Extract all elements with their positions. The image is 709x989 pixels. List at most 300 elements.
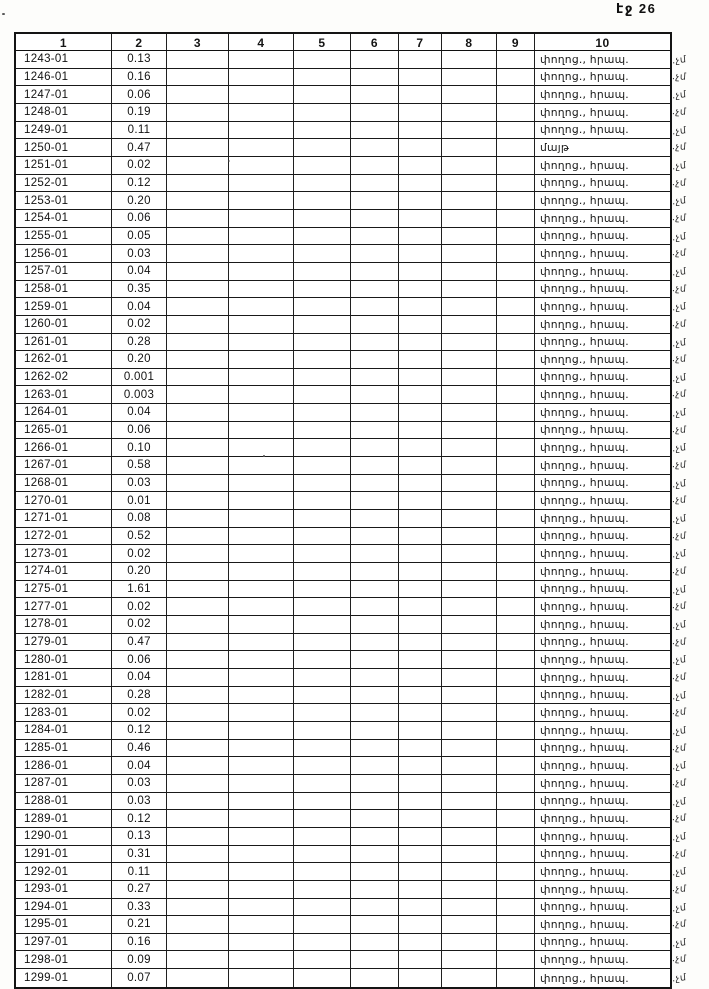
cell-empty	[399, 969, 442, 987]
cell-empty	[294, 404, 351, 421]
cell-value: 0.06	[112, 422, 167, 439]
cell-empty	[229, 263, 294, 280]
table-row	[16, 757, 670, 775]
header-cell-10: 10	[595, 35, 610, 50]
cell-empty	[351, 951, 399, 968]
cell-empty	[351, 298, 399, 315]
margin-note: .չմ	[671, 195, 687, 209]
table-row	[16, 263, 670, 281]
margin-note: .չմ	[671, 866, 687, 879]
cell-empty	[229, 616, 294, 633]
cell-note: փողոց., հրապ.	[540, 282, 629, 296]
cell-empty	[399, 528, 442, 545]
header-cell-4: 4	[229, 34, 294, 50]
cell-empty	[497, 510, 535, 527]
margin-note: .չմ	[671, 372, 687, 385]
cell-empty	[294, 139, 351, 156]
cell-empty	[229, 439, 294, 456]
cell-empty	[442, 86, 497, 103]
cell-empty	[294, 298, 351, 315]
table-row	[16, 369, 670, 387]
cell-note: փողոց., հրապ.	[540, 176, 629, 190]
header-cell-9: 9	[497, 34, 535, 50]
cell-note: մայթ	[540, 140, 570, 154]
cell-empty	[497, 951, 535, 968]
cell-empty	[399, 386, 442, 403]
cell-empty	[294, 545, 351, 562]
cell-note: փողոց., հրապ.	[540, 511, 629, 525]
cell-empty	[294, 157, 351, 174]
table-row	[16, 899, 670, 917]
cell-empty	[399, 475, 442, 492]
cell-empty	[497, 175, 535, 192]
cell-note: փողոց., հրապ.	[540, 935, 629, 949]
cell-empty	[442, 581, 497, 598]
cell-code: 1284-01	[16, 722, 112, 739]
cell-empty	[442, 916, 497, 933]
cell-code: 1264-01	[16, 404, 112, 421]
table-row	[16, 386, 670, 404]
margin-note: .չմ	[671, 282, 687, 295]
cell-empty	[442, 951, 497, 968]
cell-empty	[351, 863, 399, 880]
cell-empty	[497, 528, 535, 545]
cell-empty	[442, 740, 497, 757]
table-row	[16, 316, 670, 334]
cell-empty	[167, 581, 229, 598]
cell-empty	[497, 281, 535, 298]
cell-empty	[351, 104, 399, 121]
cell-empty	[442, 351, 497, 368]
cell-empty	[351, 704, 399, 721]
cell-empty	[294, 757, 351, 774]
cell-empty	[229, 951, 294, 968]
cell-empty	[351, 334, 399, 351]
cell-note: փողոց., հրապ.	[540, 635, 629, 649]
cell-empty	[351, 669, 399, 686]
cell-note: փողոց., հրապ.	[540, 864, 629, 878]
cell-value: 0.01	[112, 492, 167, 509]
table-row	[16, 598, 670, 616]
cell-empty	[229, 492, 294, 509]
cell-value: 0.20	[112, 351, 167, 368]
cell-empty	[399, 192, 442, 209]
table-body	[16, 51, 670, 987]
cell-empty	[229, 899, 294, 916]
cell-empty	[351, 245, 399, 262]
cell-empty	[399, 492, 442, 509]
cell-empty	[229, 245, 294, 262]
cell-empty	[351, 404, 399, 421]
cell-note: փողոց., հրապ.	[540, 900, 629, 914]
cell-empty	[351, 616, 399, 633]
cell-empty	[399, 793, 442, 810]
margin-note: .չմ	[671, 725, 687, 738]
cell-value: 0.04	[112, 404, 167, 421]
cell-empty	[399, 228, 442, 245]
cell-empty	[294, 899, 351, 916]
cell-empty	[399, 334, 442, 351]
cell-empty	[497, 651, 535, 668]
cell-empty	[167, 634, 229, 651]
cell-empty	[167, 545, 229, 562]
cell-empty	[229, 157, 294, 174]
cell-empty	[351, 139, 399, 156]
cell-empty	[229, 386, 294, 403]
margin-note: .չմ	[671, 548, 687, 562]
cell-empty	[351, 969, 399, 987]
cell-empty	[351, 775, 399, 792]
cell-empty	[294, 740, 351, 757]
margin-note: .չմ	[671, 902, 687, 915]
cell-value: 0.09	[112, 951, 167, 968]
cell-empty	[399, 51, 442, 68]
table-row	[16, 669, 670, 687]
margin-note: .չմ	[671, 247, 687, 260]
cell-empty	[442, 510, 497, 527]
cell-value: 0.04	[112, 263, 167, 280]
cell-value: 0.04	[112, 298, 167, 315]
cell-empty	[294, 192, 351, 209]
cell-note: փողոց., հրապ.	[540, 723, 629, 737]
cell-empty	[497, 757, 535, 774]
table-row	[16, 775, 670, 793]
cell-empty	[167, 775, 229, 792]
margin-note: .չմ	[671, 883, 687, 896]
cell-empty	[229, 704, 294, 721]
cell-empty	[442, 528, 497, 545]
cell-empty	[399, 369, 442, 386]
cell-empty	[167, 934, 229, 951]
cell-empty	[442, 51, 497, 68]
cell-empty	[167, 51, 229, 68]
cell-empty	[351, 210, 399, 227]
header-cell-5: 5	[294, 34, 351, 50]
cell-empty	[399, 439, 442, 456]
cell-code: 1280-01	[16, 651, 112, 668]
cell-empty	[229, 863, 294, 880]
cell-empty	[294, 563, 351, 580]
cell-empty	[167, 899, 229, 916]
table-row	[16, 157, 670, 175]
cell-empty	[167, 351, 229, 368]
cell-empty	[167, 757, 229, 774]
cell-empty	[497, 899, 535, 916]
cell-empty	[399, 757, 442, 774]
cell-empty	[497, 775, 535, 792]
cell-empty	[442, 210, 497, 227]
cell-empty	[399, 86, 442, 103]
cell-code: 1254-01	[16, 210, 112, 227]
cell-empty	[351, 439, 399, 456]
cell-empty	[442, 139, 497, 156]
cell-empty	[294, 951, 351, 968]
cell-note: փողոց., հրապ.	[540, 87, 629, 101]
cell-empty	[294, 316, 351, 333]
cell-empty	[167, 228, 229, 245]
table-row	[16, 457, 670, 475]
table-row	[16, 793, 670, 811]
cell-empty	[229, 687, 294, 704]
cell-empty	[167, 598, 229, 615]
table-row	[16, 139, 670, 157]
cell-empty	[399, 598, 442, 615]
cell-empty	[351, 881, 399, 898]
cell-empty	[399, 245, 442, 262]
cell-empty	[294, 369, 351, 386]
table-row	[16, 439, 670, 457]
cell-empty	[294, 793, 351, 810]
cell-empty	[351, 510, 399, 527]
cell-empty	[294, 863, 351, 880]
cell-note: փողոց., հրապ.	[540, 246, 629, 260]
cell-value: 0.12	[112, 722, 167, 739]
cell-code: 1249-01	[16, 122, 112, 139]
cell-empty	[351, 563, 399, 580]
cell-value: 0.05	[112, 228, 167, 245]
cell-empty	[294, 175, 351, 192]
cell-empty	[294, 634, 351, 651]
table-row	[16, 281, 670, 299]
cell-empty	[399, 104, 442, 121]
cell-empty	[442, 69, 497, 86]
cell-empty	[167, 669, 229, 686]
margin-note: .չմ	[671, 160, 687, 173]
cell-empty	[229, 528, 294, 545]
cell-empty	[497, 457, 535, 474]
cell-empty	[294, 69, 351, 86]
cell-empty	[442, 192, 497, 209]
cell-empty	[294, 722, 351, 739]
cell-note: փողոց., հրապ.	[540, 600, 629, 613]
cell-empty	[497, 139, 535, 156]
cell-value: 0.21	[112, 916, 167, 933]
cell-empty	[229, 722, 294, 739]
cell-value: 0.08	[112, 510, 167, 527]
cell-empty	[229, 828, 294, 845]
cell-code: 1270-01	[16, 492, 112, 509]
cell-empty	[442, 669, 497, 686]
cell-code: 1299-01	[16, 969, 112, 987]
cell-empty	[167, 122, 229, 139]
margin-note: .չմ	[671, 388, 687, 401]
cell-empty	[294, 969, 351, 987]
cell-empty	[497, 334, 535, 351]
cell-value: 0.20	[112, 563, 167, 580]
cell-empty	[167, 386, 229, 403]
cell-empty	[167, 475, 229, 492]
cell-empty	[442, 386, 497, 403]
cell-empty	[497, 439, 535, 456]
cell-empty	[351, 228, 399, 245]
table-row	[16, 122, 670, 140]
cell-empty	[442, 316, 497, 333]
cell-code: 1272-01	[16, 528, 112, 545]
cell-empty	[167, 704, 229, 721]
cell-value: 0.02	[112, 598, 167, 615]
cell-note: փողոց., հրապ.	[540, 193, 629, 207]
cell-empty	[497, 386, 535, 403]
cell-value: 0.03	[112, 793, 167, 810]
table-row	[16, 634, 670, 652]
cell-empty	[399, 669, 442, 686]
cell-empty	[442, 263, 497, 280]
cell-code: 1294-01	[16, 899, 112, 916]
margin-note: .չմ	[671, 54, 687, 67]
cell-empty	[442, 369, 497, 386]
cell-code: 1267-01	[16, 457, 112, 474]
cell-empty	[167, 369, 229, 386]
cell-empty	[294, 422, 351, 439]
cell-note: փողոց., հրապ.	[540, 971, 629, 985]
page-number-label: էջ 26	[616, 1, 657, 16]
cell-empty	[442, 492, 497, 509]
cell-code: 1255-01	[16, 228, 112, 245]
cell-note: փողոց., հրապ.	[540, 652, 629, 666]
cell-empty	[442, 775, 497, 792]
cell-empty	[351, 528, 399, 545]
cell-empty	[294, 386, 351, 403]
cell-empty	[442, 969, 497, 987]
cell-empty	[167, 245, 229, 262]
cell-code: 1298-01	[16, 951, 112, 968]
margin-note: .չմ	[671, 301, 687, 314]
cell-empty	[497, 669, 535, 686]
cell-note: փողոց., հրապ.	[540, 582, 629, 596]
cell-code: 1290-01	[16, 828, 112, 845]
cell-code: 1285-01	[16, 740, 112, 757]
cell-empty	[229, 916, 294, 933]
cell-note: փողոց., հրապ.	[540, 229, 629, 243]
cell-empty	[399, 563, 442, 580]
cell-value: 0.16	[112, 934, 167, 951]
cell-empty	[167, 846, 229, 863]
cell-code: 1253-01	[16, 192, 112, 209]
cell-empty	[442, 634, 497, 651]
cell-empty	[497, 122, 535, 139]
cell-empty	[497, 475, 535, 492]
margin-note: .չմ	[671, 742, 687, 754]
table-row	[16, 722, 670, 740]
cell-empty	[351, 934, 399, 951]
cell-empty	[167, 651, 229, 668]
cell-value: 0.27	[112, 881, 167, 898]
cell-empty	[294, 439, 351, 456]
cell-empty	[229, 881, 294, 898]
table-row	[16, 951, 670, 969]
cell-empty	[399, 951, 442, 968]
cell-code: 1259-01	[16, 298, 112, 315]
cell-empty	[351, 722, 399, 739]
cell-empty	[229, 934, 294, 951]
cell-empty	[442, 439, 497, 456]
cell-code: 1282-01	[16, 687, 112, 704]
cell-empty	[399, 881, 442, 898]
cell-empty	[497, 722, 535, 739]
table-row	[16, 934, 670, 952]
header-cell-7: 7	[399, 34, 442, 50]
margin-note: .չմ	[671, 106, 687, 119]
cell-empty	[497, 86, 535, 103]
margin-note: .չմ	[671, 424, 687, 436]
cell-code: 1258-01	[16, 281, 112, 298]
cell-value: 0.16	[112, 69, 167, 86]
margin-note: .չմ	[671, 478, 687, 491]
cell-empty	[229, 581, 294, 598]
cell-code: 1281-01	[16, 669, 112, 686]
table-row	[16, 563, 670, 581]
cell-empty	[229, 510, 294, 527]
cell-code: 1289-01	[16, 810, 112, 827]
margin-note: .չմ	[671, 831, 687, 844]
cell-code: 1288-01	[16, 793, 112, 810]
cell-empty	[442, 828, 497, 845]
cell-empty	[399, 263, 442, 280]
margin-note: .չմ	[671, 266, 687, 279]
cell-empty	[442, 934, 497, 951]
cell-empty	[497, 704, 535, 721]
cell-value: 0.04	[112, 669, 167, 686]
margin-note: .չմ	[671, 353, 687, 366]
cell-value: 0.12	[112, 810, 167, 827]
cell-empty	[497, 969, 535, 987]
cell-empty	[497, 740, 535, 757]
cell-empty	[399, 616, 442, 633]
cell-empty	[229, 69, 294, 86]
header-cell-1: 1	[16, 34, 112, 50]
cell-empty	[351, 899, 399, 916]
cell-code: 1243-01	[16, 51, 112, 68]
cell-empty	[351, 86, 399, 103]
cell-empty	[399, 545, 442, 562]
cell-empty	[442, 616, 497, 633]
cell-empty	[229, 192, 294, 209]
margin-note: .չմ	[671, 671, 687, 684]
cell-empty	[167, 722, 229, 739]
cell-code: 1262-02	[16, 369, 112, 386]
cell-empty	[399, 740, 442, 757]
table-row	[16, 863, 670, 881]
cell-code: 1287-01	[16, 775, 112, 792]
cell-note: փողոց., հրապ.	[540, 547, 629, 561]
cell-empty	[167, 334, 229, 351]
cell-empty	[399, 69, 442, 86]
cell-note: փողոց., հրապ.	[540, 158, 629, 172]
cell-empty	[497, 563, 535, 580]
cell-value: 0.19	[112, 104, 167, 121]
cell-empty	[294, 263, 351, 280]
cell-empty	[167, 139, 229, 156]
table-row	[16, 475, 670, 493]
cell-code: 1247-01	[16, 86, 112, 103]
data-table	[14, 32, 672, 989]
table-row	[16, 616, 670, 634]
cell-code: 1262-01	[16, 351, 112, 368]
cell-empty	[229, 298, 294, 315]
table-row	[16, 916, 670, 934]
cell-empty	[497, 298, 535, 315]
cell-note: փողոց., հրապ.	[540, 829, 629, 843]
cell-empty	[294, 245, 351, 262]
cell-empty	[229, 775, 294, 792]
cell-value: 0.03	[112, 475, 167, 492]
cell-empty	[167, 510, 229, 527]
cell-empty	[167, 316, 229, 333]
cell-code: 1279-01	[16, 634, 112, 651]
cell-empty	[442, 175, 497, 192]
cell-empty	[351, 492, 399, 509]
cell-empty	[351, 828, 399, 845]
